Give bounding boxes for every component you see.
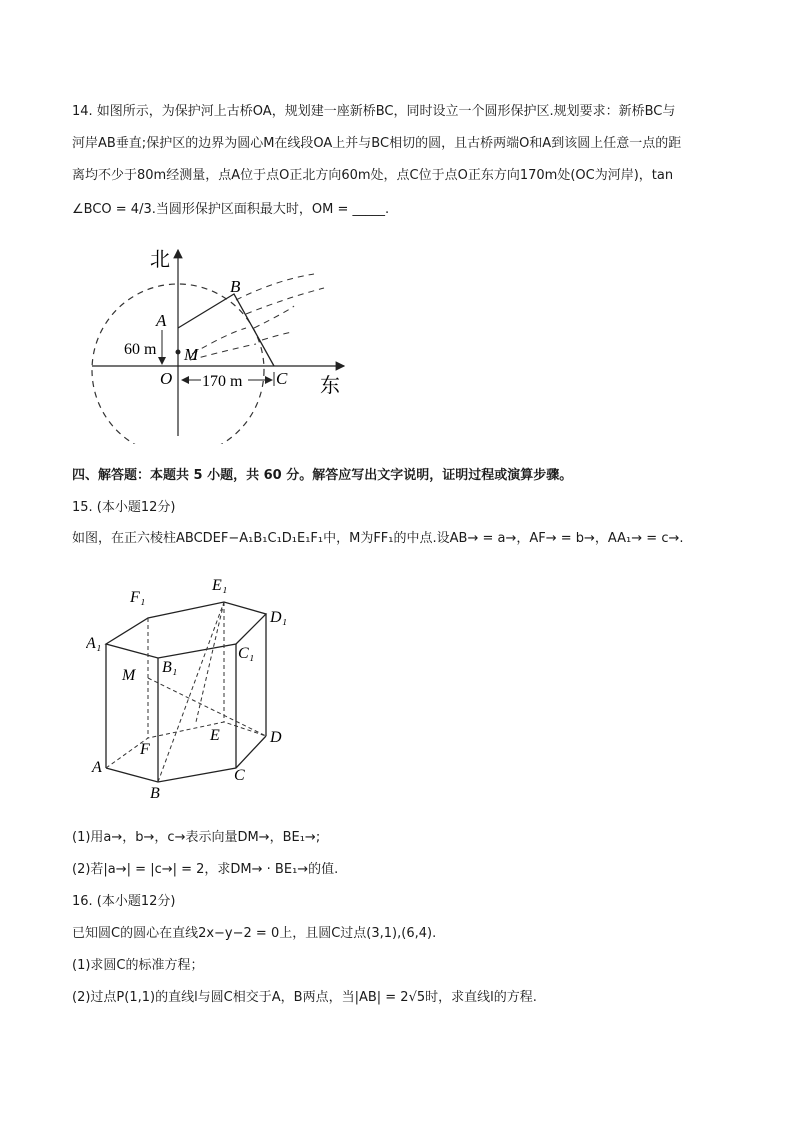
- label-m: M: [122, 667, 136, 684]
- label-c: C: [234, 767, 245, 784]
- north-label: 北: [150, 249, 170, 271]
- label-b1: B₁: [162, 659, 178, 676]
- q14-line-2: 河岸AB垂直;保护区的边界为圆心M在线段OA上并与BC相切的圆，且古桥两端O和A到该圆上任意一点的距: [72, 136, 682, 151]
- q14-line-4: ∠BCO = 4/3.当圆形保护区面积最大时，OM = _____.: [72, 202, 390, 217]
- label-e1: E₁: [212, 577, 228, 594]
- label-b: B: [150, 785, 160, 802]
- label-e: E: [210, 727, 220, 744]
- label-f: F: [140, 741, 150, 758]
- q15-part-2: (2)若|a→| = |c→| = 2，求DM→ · BE₁→的值.: [72, 862, 339, 877]
- river-line-5: [190, 344, 256, 360]
- q16-header: 16. (本小题12分): [72, 894, 176, 909]
- q14-line-3: 离均不少于80m经测量，点A位于点O正北方向60m处，点C位于点O正东方向170m处(OC为河岸)，tan: [72, 168, 674, 183]
- river-line-2: [246, 288, 324, 314]
- label-a: A: [92, 759, 102, 776]
- river-line-3: [254, 306, 294, 328]
- river-line-4: [262, 332, 292, 340]
- point-m: [176, 350, 181, 355]
- q14-figure: [86, 244, 356, 444]
- label-d1: D₁: [270, 609, 288, 626]
- label-m: M: [184, 345, 199, 364]
- dist-a-label: 60 m: [124, 341, 157, 358]
- label-b: B: [230, 277, 241, 296]
- q16-part-2: (2)过点P(1,1)的直线l与圆C相交于A，B两点，当|AB| = 2√5时，求直线l的方程.: [72, 990, 537, 1005]
- river-line-1: [236, 274, 314, 300]
- section-header: 四、解答题：本题共 5 小题，共 60 分。解答应写出文字说明，证明过程或演算步骤。: [72, 468, 573, 483]
- label-o: O: [160, 369, 173, 388]
- q15-figure: [86, 572, 296, 804]
- label-a1: A₁: [86, 635, 102, 652]
- east-label: 东: [320, 375, 340, 397]
- label-c1: C₁: [238, 645, 255, 662]
- label-c: C: [276, 369, 288, 388]
- label-f1: F₁: [130, 589, 146, 606]
- q15-stem: 如图，在正六棱柱ABCDEF−A₁B₁C₁D₁E₁F₁中，M为FF₁的中点.设AB→ = a→，AF→ = b→，AA₁→ = c→.: [72, 531, 684, 546]
- segment-dm: [148, 678, 266, 736]
- q16-stem: 已知圆C的圆心在直线2x−y−2 = 0上，且圆C过点(3,1),(6,4).: [72, 926, 437, 941]
- q15-part-1: (1)用a→，b→，c→表示向量DM→，BE₁→;: [72, 830, 321, 845]
- dist-c-label: 170 m: [202, 373, 243, 390]
- segment-be1-a: [158, 602, 224, 782]
- label-a: A: [156, 311, 167, 330]
- q15-header: 15. (本小题12分): [72, 500, 176, 515]
- q14-line-1: 14. 如图所示，为保护河上古桥OA，规划建一座新桥BC，同时设立一个圆形保护区.规划要求：新桥BC与: [72, 104, 676, 119]
- label-d: D: [270, 729, 282, 746]
- q16-part-1: (1)求圆C的标准方程；: [72, 958, 204, 973]
- river-line-6: [192, 328, 246, 354]
